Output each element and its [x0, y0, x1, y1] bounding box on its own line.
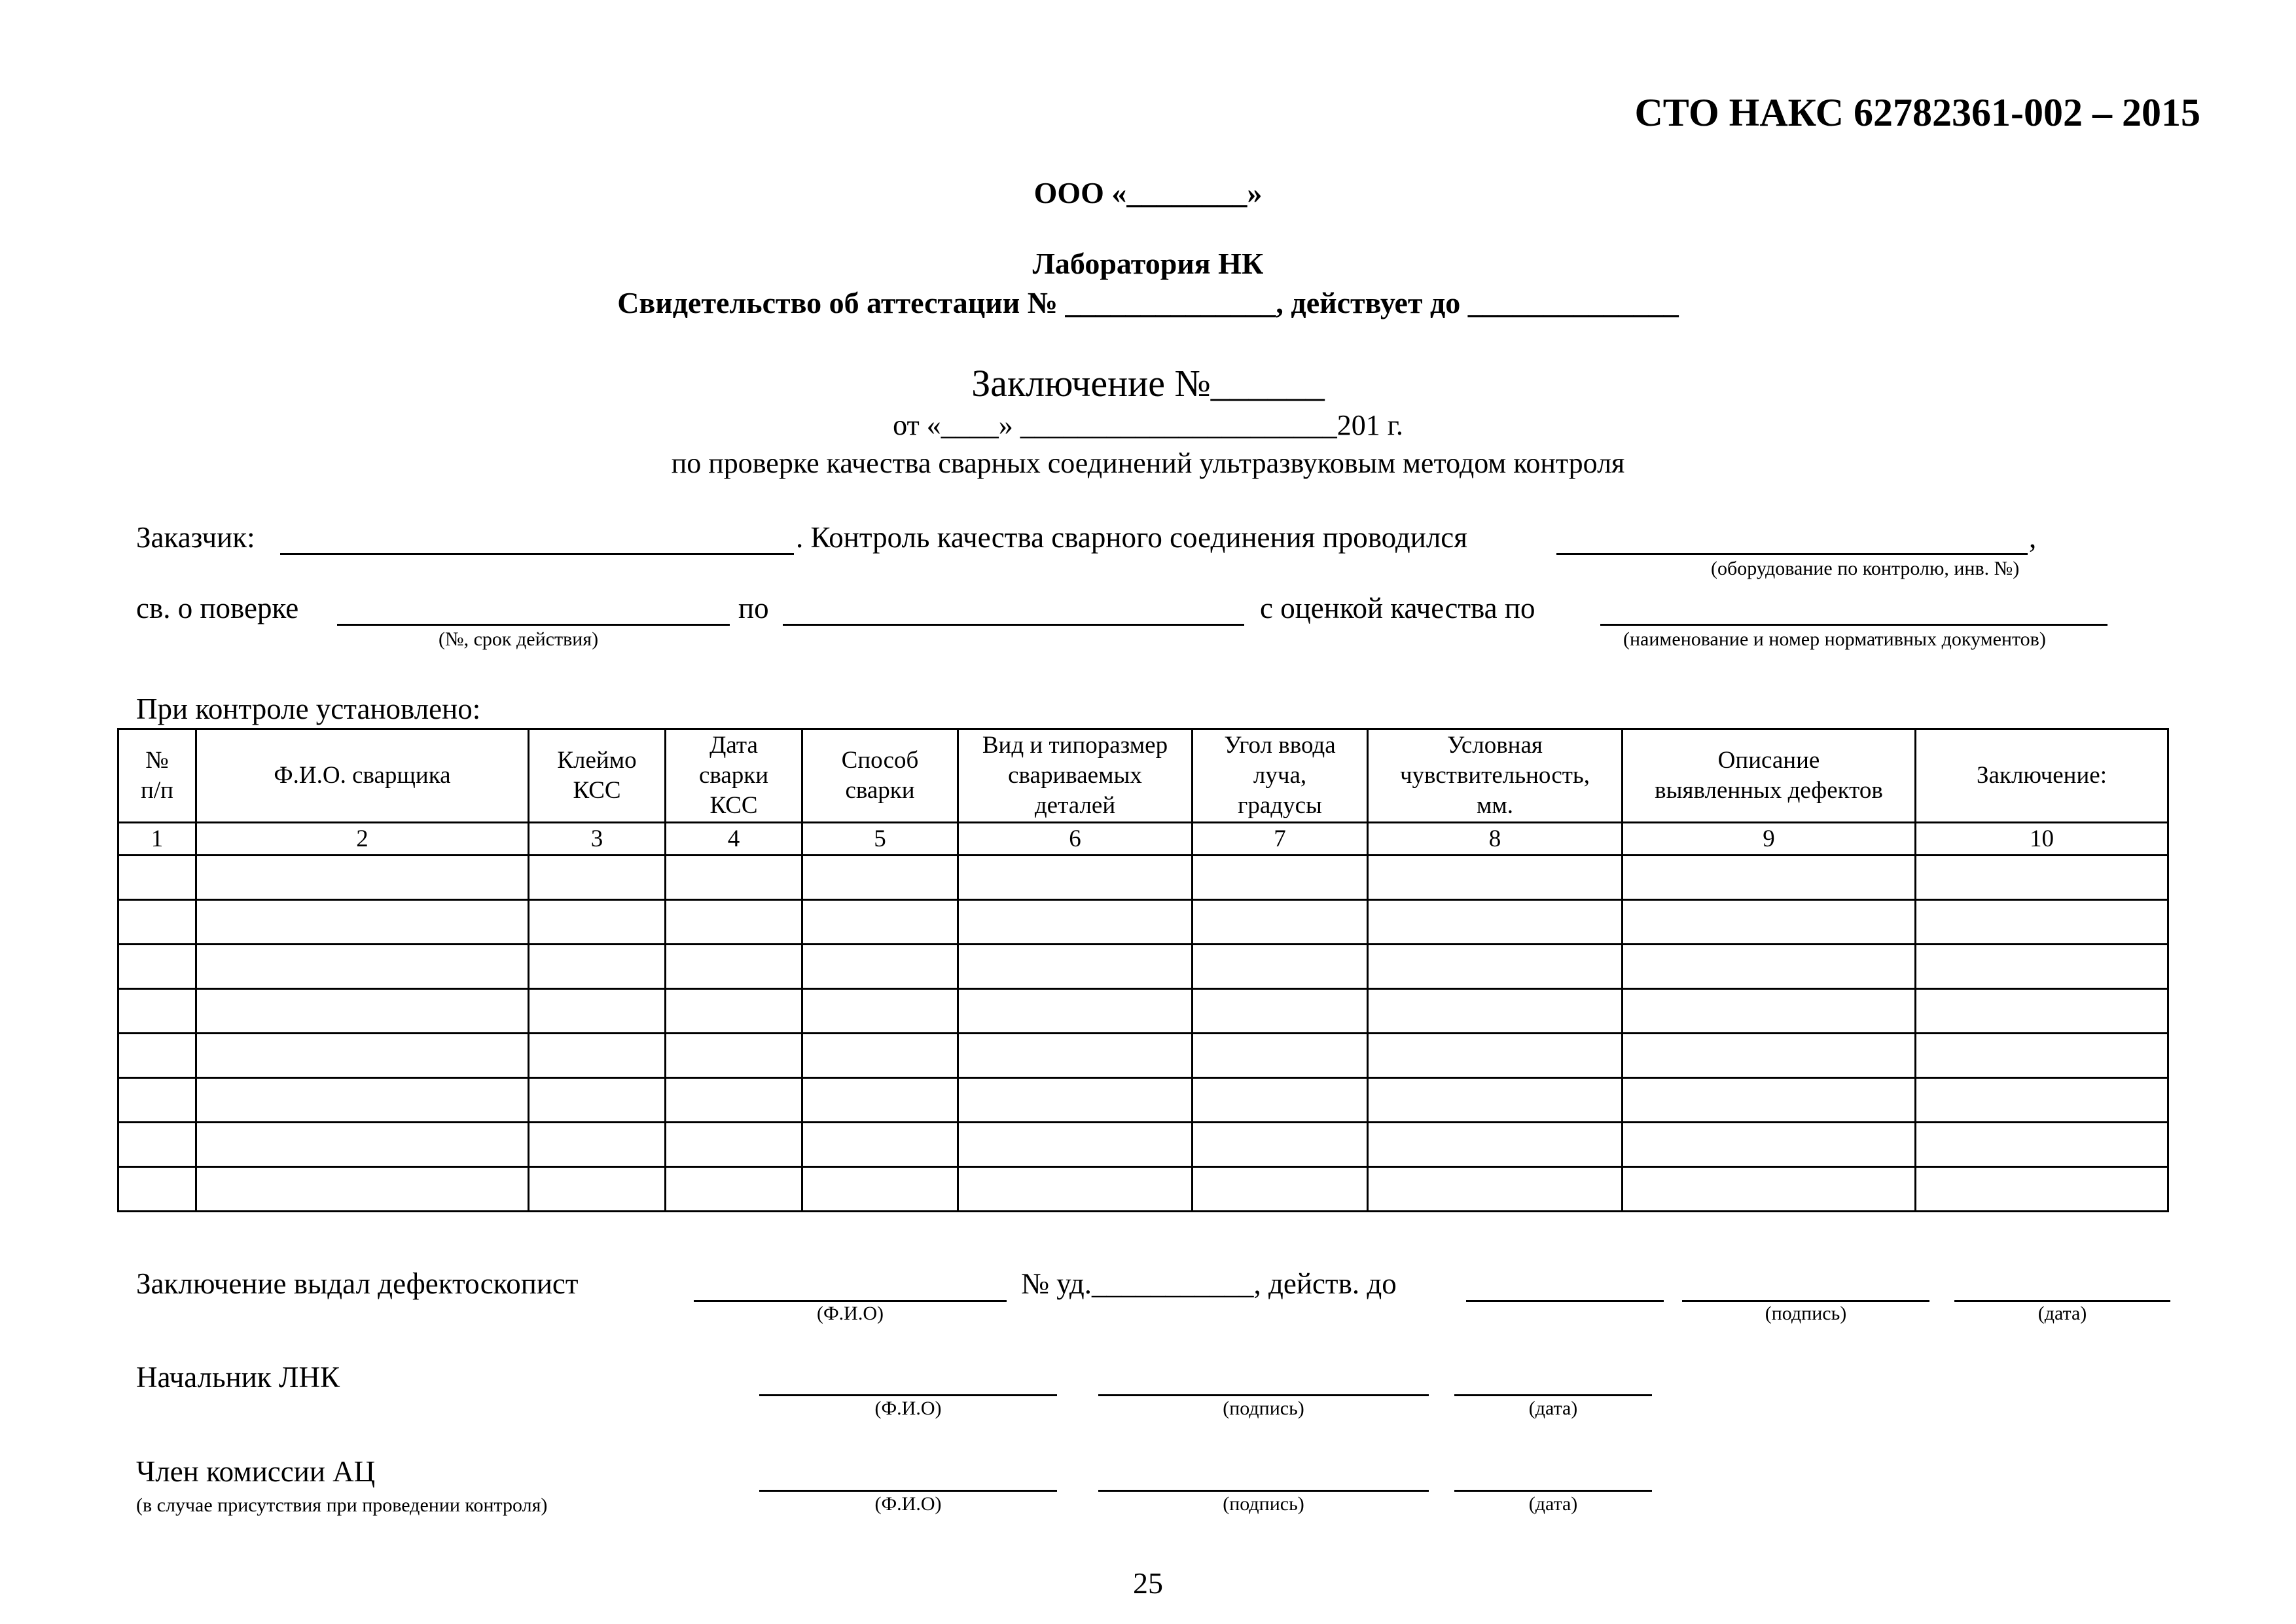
document-code: СТО НАКС 62782361-002 – 2015 — [1634, 91, 2200, 134]
date-hint: (дата) — [1528, 1398, 1578, 1419]
table-cell — [196, 856, 529, 900]
table-row — [118, 1123, 2168, 1167]
conclusion-date-line: от «____» ______________________201 г. — [893, 409, 1403, 441]
table-cell — [196, 1123, 529, 1167]
table-cell — [529, 1123, 666, 1167]
fio-hint: (Ф.И.О) — [874, 1398, 942, 1419]
table-cell — [1368, 1167, 1623, 1212]
table-cell — [958, 1078, 1193, 1123]
member-date-line — [1454, 1490, 1652, 1492]
column-number: 1 — [118, 823, 196, 856]
quality-docs-field-line — [1600, 624, 2108, 626]
table-cell — [196, 900, 529, 945]
table-cell — [1368, 1123, 1623, 1167]
table-cell — [1623, 1078, 1916, 1123]
table-cell — [666, 900, 802, 945]
column-header — [1916, 729, 2168, 823]
equipment-field-comma: , — [2029, 521, 2037, 554]
table-cell — [196, 989, 529, 1034]
table-cell — [1193, 989, 1368, 1034]
table-row — [118, 989, 2168, 1034]
results-table — [117, 728, 2169, 1212]
column-header-label: № п/п — [141, 747, 173, 804]
column-header-label: Заключение: — [1977, 762, 2107, 789]
column-number: 5 — [802, 823, 958, 856]
column-number: 6 — [958, 823, 1193, 856]
table-cell — [1368, 1034, 1623, 1078]
table-cell — [1623, 989, 1916, 1034]
table-cell — [666, 1034, 802, 1078]
table-row — [118, 900, 2168, 945]
table-cell — [802, 900, 958, 945]
table-row — [118, 1078, 2168, 1123]
equipment-hint: (оборудование по контролю, инв. №) — [1711, 558, 2020, 579]
organization-line: ООО «________» — [1033, 176, 1263, 209]
table-cell — [1368, 1078, 1623, 1123]
column-header — [196, 729, 529, 823]
table-cell — [1193, 1123, 1368, 1167]
table-cell — [1916, 856, 2168, 900]
table-cell — [196, 1167, 529, 1212]
table-cell — [1193, 856, 1368, 900]
table-cell — [666, 945, 802, 989]
member-fio-line — [759, 1490, 1057, 1492]
customer-field-line — [280, 553, 794, 555]
table-cell — [118, 1167, 196, 1212]
head-date-line — [1454, 1394, 1652, 1396]
table-header-row — [118, 729, 2168, 823]
table-cell — [1368, 945, 1623, 989]
table-row — [118, 1167, 2168, 1212]
page-number: 25 — [1133, 1566, 1163, 1600]
po-label: по — [738, 592, 769, 624]
table-cell — [958, 989, 1193, 1034]
verification-label: св. о поверке — [136, 592, 299, 624]
commission-member-note: (в случае присутствия при проведении контроля) — [136, 1494, 548, 1516]
table-cell — [196, 1078, 529, 1123]
table-cell — [529, 989, 666, 1034]
fio-hint: (Ф.И.О) — [874, 1493, 942, 1515]
head-signature-line — [1098, 1394, 1429, 1396]
table-cell — [1193, 1167, 1368, 1212]
table-cell — [1623, 856, 1916, 900]
column-header-label: Способ сварки — [841, 747, 919, 804]
laboratory-title: Лаборатория НК — [1032, 247, 1264, 280]
column-number: 3 — [529, 823, 666, 856]
column-header-label: Вид и типоразмер свариваемых деталей — [982, 732, 1168, 819]
table-cell — [802, 1078, 958, 1123]
table-cell — [118, 900, 196, 945]
equipment-field-line — [1556, 553, 2028, 555]
table-cell — [802, 1034, 958, 1078]
table-cell — [529, 945, 666, 989]
table-cell — [958, 856, 1193, 900]
column-header-label: Описание выявленных дефектов — [1655, 747, 1883, 804]
signature-hint: (подпись) — [1765, 1303, 1847, 1324]
column-number: 4 — [666, 823, 802, 856]
table-cell — [1623, 945, 1916, 989]
column-header — [118, 729, 196, 823]
signature-hint: (подпись) — [1223, 1493, 1304, 1515]
table-cell — [1916, 1034, 2168, 1078]
table-cell — [529, 1078, 666, 1123]
column-number: 8 — [1368, 823, 1623, 856]
column-number: 2 — [196, 823, 529, 856]
established-label: При контроле установлено: — [136, 693, 481, 725]
table-cell — [1368, 989, 1623, 1034]
table-cell — [529, 900, 666, 945]
table-cell — [118, 1123, 196, 1167]
table-cell — [1916, 945, 2168, 989]
column-number: 10 — [1916, 823, 2168, 856]
table-cell — [118, 856, 196, 900]
member-signature-line — [1098, 1490, 1429, 1492]
table-row — [118, 945, 2168, 989]
column-header — [802, 729, 958, 823]
defectoscopist-signature-line — [1682, 1300, 1929, 1302]
table-cell — [1916, 989, 2168, 1034]
table-row — [118, 856, 2168, 900]
table-cell — [1368, 856, 1623, 900]
column-header — [1368, 729, 1623, 823]
table-cell — [1623, 1123, 1916, 1167]
column-header-label: Дата сварки КСС — [698, 732, 769, 819]
table-cell — [196, 945, 529, 989]
defectoscopist-fio-line — [694, 1300, 1007, 1302]
signature-hint: (подпись) — [1223, 1398, 1304, 1419]
column-header-label: Угол ввода луча, градусы — [1224, 732, 1336, 819]
table-cell — [1623, 900, 1916, 945]
table-cell — [666, 856, 802, 900]
table-cell — [958, 945, 1193, 989]
column-number: 7 — [1193, 823, 1368, 856]
head-lnk-label: Начальник ЛНК — [136, 1361, 340, 1394]
table-cell — [529, 856, 666, 900]
table-cell — [802, 989, 958, 1034]
column-header — [1193, 729, 1368, 823]
table-cell — [802, 945, 958, 989]
conclusion-subject: по проверке качества сварных соединений ультразвуковым методом контроля — [671, 447, 1625, 479]
commission-member-label: Член комиссии АЦ — [136, 1455, 376, 1488]
table-cell — [1368, 900, 1623, 945]
table-cell — [1916, 1123, 2168, 1167]
table-cell — [1193, 1078, 1368, 1123]
certificate-line: Свидетельство об аттестации № ______________, действует до ______________ — [617, 286, 1679, 319]
defectoscopist-date-line — [1954, 1300, 2170, 1302]
verification-field-line — [337, 624, 730, 626]
table-cell — [1623, 1167, 1916, 1212]
column-number-row — [118, 823, 2168, 856]
column-header — [1623, 729, 1916, 823]
table-cell — [118, 945, 196, 989]
table-cell — [1193, 1034, 1368, 1078]
fio-hint: (Ф.И.О) — [816, 1303, 884, 1324]
table-cell — [1623, 1034, 1916, 1078]
date-hint: (дата) — [1528, 1493, 1578, 1515]
table-cell — [958, 1123, 1193, 1167]
table-cell — [1916, 900, 2168, 945]
head-fio-line — [759, 1394, 1057, 1396]
table-cell — [958, 1167, 1193, 1212]
column-number: 9 — [1623, 823, 1916, 856]
column-header — [529, 729, 666, 823]
table-cell — [666, 1078, 802, 1123]
table-cell — [666, 1167, 802, 1212]
table-cell — [118, 989, 196, 1034]
license-valid-line — [1466, 1300, 1664, 1302]
table-cell — [666, 989, 802, 1034]
table-cell — [958, 1034, 1193, 1078]
column-header-label: Ф.И.О. сварщика — [274, 762, 451, 789]
table-cell — [118, 1078, 196, 1123]
table-cell — [1916, 1167, 2168, 1212]
conclusion-title: Заключение №______ — [971, 362, 1325, 405]
docs-hint: (наименование и номер нормативных документов) — [1623, 628, 2046, 650]
license-label: № уд.___________, действ. до — [1021, 1267, 1397, 1300]
table-cell — [529, 1167, 666, 1212]
column-header-label: Условная чувствительность, мм. — [1399, 732, 1590, 819]
table-cell — [666, 1123, 802, 1167]
verification-hint: (№, срок действия) — [439, 628, 599, 650]
table-cell — [802, 1167, 958, 1212]
customer-label: Заказчик: — [136, 521, 255, 554]
po-field-line — [783, 624, 1244, 626]
table-cell — [1916, 1078, 2168, 1123]
control-label: . Контроль качества сварного соединения проводился — [796, 521, 1467, 554]
issued-by-label: Заключение выдал дефектоскопист — [136, 1267, 579, 1300]
table-cell — [802, 1123, 958, 1167]
table-cell — [196, 1034, 529, 1078]
table-cell — [529, 1034, 666, 1078]
date-hint: (дата) — [2037, 1303, 2087, 1324]
table-cell — [118, 1034, 196, 1078]
quality-label: с оценкой качества по — [1260, 592, 1535, 624]
table-cell — [1193, 900, 1368, 945]
table-row — [118, 1034, 2168, 1078]
column-header — [958, 729, 1193, 823]
column-header — [666, 729, 802, 823]
column-header-label: Клеймо КСС — [557, 747, 637, 804]
table-cell — [802, 856, 958, 900]
table-cell — [1193, 945, 1368, 989]
table-cell — [958, 900, 1193, 945]
